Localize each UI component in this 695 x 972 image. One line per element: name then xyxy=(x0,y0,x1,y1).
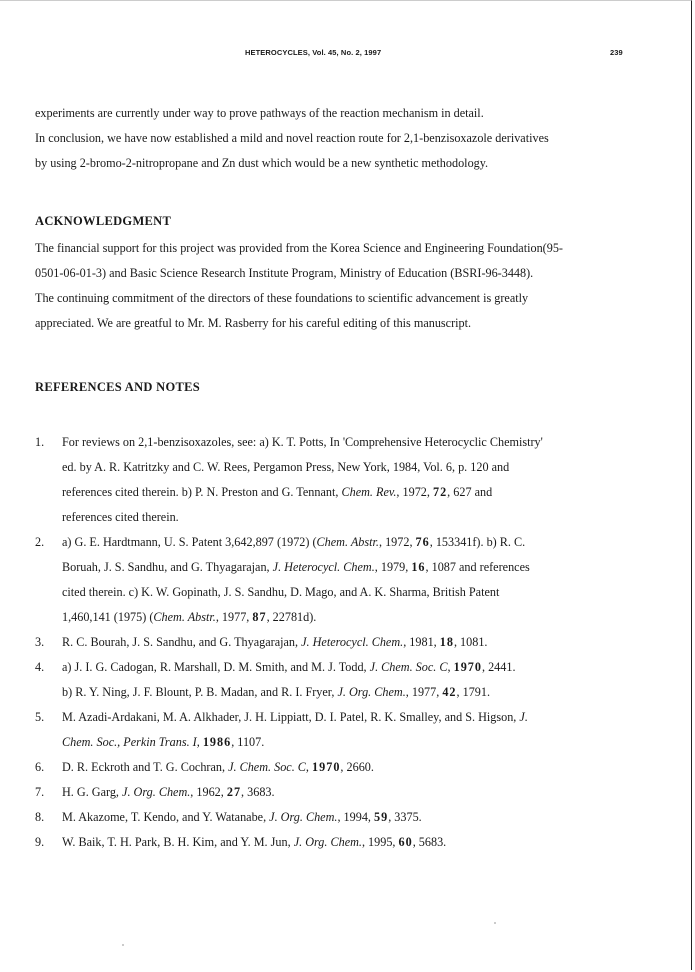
references-heading: REFERENCES AND NOTES xyxy=(35,380,201,394)
reference-line: ed. by A. R. Katritzky and C. W. Rees, Pergamon Press, New York, 1984, Vol. 6, p. 120 and xyxy=(62,460,510,474)
scan-speck xyxy=(494,922,496,924)
reference-item xyxy=(35,430,625,530)
reference-line: 1,460,141 (1975) (Chem. Abstr., 1977, 87, 22781d). xyxy=(62,610,317,624)
reference-item xyxy=(35,705,625,755)
reference-line: M. Akazome, T. Kendo, and Y. Watanabe, J. Org. Chem., 1994, 59, 3375. xyxy=(62,810,422,824)
reference-line: W. Baik, T. H. Park, B. H. Kim, and Y. M. Jun, J. Org. Chem., 1995, 60, 5683. xyxy=(62,835,447,849)
reference-item xyxy=(35,630,625,655)
reference-item xyxy=(35,805,625,830)
reference-item xyxy=(35,780,625,805)
reference-number: 6. xyxy=(35,760,45,774)
page-number: 239 xyxy=(610,48,623,57)
text-line: The continuing commitment of the directors of these foundations to scientific advancement is greatly xyxy=(35,291,529,305)
reference-line: cited therein. c) K. W. Gopinath, J. S. Sandhu, D. Mago, and A. K. Sharma, British Patent xyxy=(62,585,500,599)
text-line: The financial support for this project was provided from the Korea Science and Engineering Foundation(95- xyxy=(35,241,563,255)
reference-line: R. C. Bourah, J. S. Sandhu, and G. Thyagarajan, J. Heterocycl. Chem., 1981, 18, 1081. xyxy=(62,635,488,649)
text-line: by using 2-bromo-2-nitropropane and Zn dust which would be a new synthetic methodology. xyxy=(35,156,489,170)
conclusion-paragraph xyxy=(35,101,657,176)
reference-line: Chem. Soc., Perkin Trans. I, 1986, 1107. xyxy=(62,735,265,749)
reference-line: references cited therein. b) P. N. Preston and G. Tennant, Chem. Rev., 1972, 72, 627 and xyxy=(62,485,493,499)
reference-number: 1. xyxy=(35,435,45,449)
reference-line: a) G. E. Hardtmann, U. S. Patent 3,642,897 (1972) (Chem. Abstr., 1972, 76, 153341f). b) R. C. xyxy=(62,535,526,549)
reference-item xyxy=(35,655,625,705)
reference-list xyxy=(35,430,625,855)
text-line: In conclusion, we have now established a mild and novel reaction route for 2,1-benzisoxazole derivatives xyxy=(35,131,549,145)
reference-item xyxy=(35,530,625,630)
reference-number: 3. xyxy=(35,635,45,649)
text-line: 0501-06-01-3) and Basic Science Research Institute Program, Ministry of Education (BSRI-96-3448). xyxy=(35,266,534,280)
text-line: experiments are currently under way to prove pathways of the reaction mechanism in detail. xyxy=(35,106,484,120)
acknowledgment-paragraph xyxy=(35,236,657,336)
reference-line: a) J. I. G. Cadogan, R. Marshall, D. M. Smith, and M. J. Todd, J. Chem. Soc. C, 1970, 2441. xyxy=(62,660,516,674)
text-line: appreciated. We are greatful to Mr. M. Rasberry for his careful editing of this manuscript. xyxy=(35,316,472,330)
reference-item xyxy=(35,755,625,780)
reference-line: H. G. Garg, J. Org. Chem., 1962, 27, 3683. xyxy=(62,785,275,799)
reference-line: M. Azadi-Ardakani, M. A. Alkhader, J. H. Lippiatt, D. I. Patel, R. K. Smalley, and S. Higson, J. xyxy=(62,710,528,724)
reference-line: references cited therein. xyxy=(62,510,179,524)
reference-line: b) R. Y. Ning, J. F. Blount, P. B. Madan, and R. I. Fryer, J. Org. Chem., 1977, 42, 1791. xyxy=(62,685,491,699)
reference-number: 9. xyxy=(35,835,45,849)
reference-number: 8. xyxy=(35,810,45,824)
acknowledgment-heading: ACKNOWLEDGMENT xyxy=(35,214,172,228)
journal-header: HETEROCYCLES, Vol. 45, No. 2, 1997 xyxy=(245,48,382,57)
reference-number: 2. xyxy=(35,535,45,549)
scan-speck xyxy=(122,944,124,946)
reference-number: 7. xyxy=(35,785,45,799)
reference-line: For reviews on 2,1-benzisoxazoles, see: a) K. T. Potts, In 'Comprehensive Heterocyclic Chemistry' xyxy=(62,435,543,449)
reference-line: D. R. Eckroth and T. G. Cochran, J. Chem. Soc. C, 1970, 2660. xyxy=(62,760,374,774)
reference-number: 4. xyxy=(35,660,45,674)
reference-line: Boruah, J. S. Sandhu, and G. Thyagarajan, J. Heterocycl. Chem., 1979, 16, 1087 and references xyxy=(62,560,530,574)
reference-number: 5. xyxy=(35,710,45,724)
reference-item xyxy=(35,830,625,855)
